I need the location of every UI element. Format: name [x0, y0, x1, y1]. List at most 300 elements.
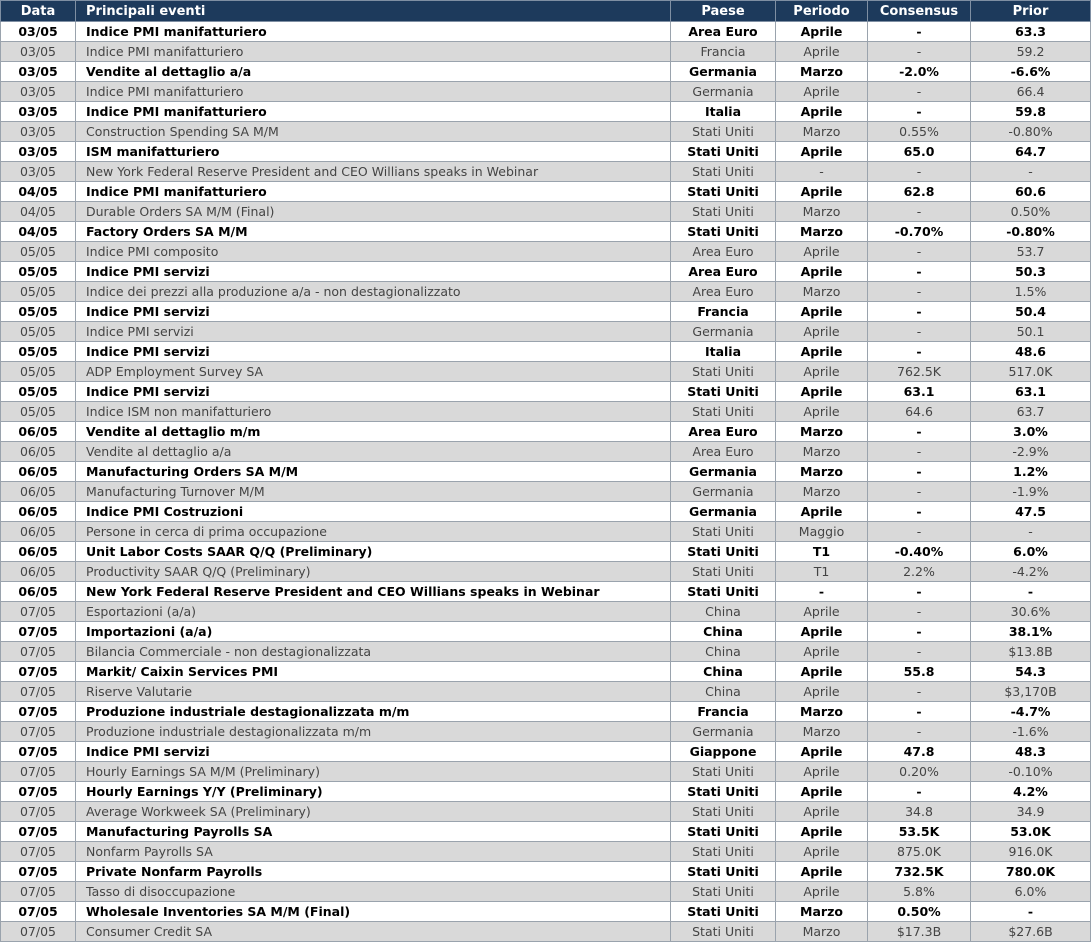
cell-event: Indice PMI manifatturiero: [76, 22, 671, 42]
table-row: [1, 682, 1091, 702]
cell-country: Germania: [671, 482, 776, 502]
cell-consensus: 732.5K: [868, 862, 971, 882]
cell-event: Durable Orders SA M/M (Final): [76, 202, 671, 222]
cell-date: 06/05: [1, 462, 76, 482]
cell-consensus: 0.50%: [868, 902, 971, 922]
table-row: [1, 342, 1091, 362]
cell-date: 05/05: [1, 282, 76, 302]
cell-period: Aprile: [776, 322, 868, 342]
cell-country: Germania: [671, 82, 776, 102]
cell-prior: 59.8: [971, 102, 1091, 122]
cell-country: Stati Uniti: [671, 922, 776, 942]
cell-event: ISM manifatturiero: [76, 142, 671, 162]
cell-consensus: 875.0K: [868, 842, 971, 862]
cell-period: Aprile: [776, 242, 868, 262]
cell-date: 05/05: [1, 342, 76, 362]
cell-country: Stati Uniti: [671, 862, 776, 882]
cell-country: Stati Uniti: [671, 562, 776, 582]
cell-period: Aprile: [776, 602, 868, 622]
cell-event: Indice PMI Costruzioni: [76, 502, 671, 522]
cell-prior: 4.2%: [971, 782, 1091, 802]
cell-period: Marzo: [776, 722, 868, 742]
cell-period: T1: [776, 562, 868, 582]
cell-prior: -1.9%: [971, 482, 1091, 502]
cell-prior: 0.50%: [971, 202, 1091, 222]
table-row: [1, 762, 1091, 782]
cell-event: Indice PMI servizi: [76, 742, 671, 762]
cell-prior: -4.7%: [971, 702, 1091, 722]
cell-event: Produzione industriale destagionalizzata m/m: [76, 722, 671, 742]
cell-consensus: -: [868, 282, 971, 302]
cell-event: New York Federal Reserve President and CEO Willians speaks in Webinar: [76, 162, 671, 182]
table-row: [1, 42, 1091, 62]
cell-country: Francia: [671, 42, 776, 62]
cell-consensus: 0.55%: [868, 122, 971, 142]
cell-event: Unit Labor Costs SAAR Q/Q (Preliminary): [76, 542, 671, 562]
cell-consensus: -: [868, 522, 971, 542]
cell-prior: -: [971, 522, 1091, 542]
cell-prior: 66.4: [971, 82, 1091, 102]
cell-date: 06/05: [1, 522, 76, 542]
cell-country: Area Euro: [671, 242, 776, 262]
cell-consensus: 34.8: [868, 802, 971, 822]
cell-country: Italia: [671, 342, 776, 362]
cell-consensus: 65.0: [868, 142, 971, 162]
table-row: [1, 822, 1091, 842]
cell-consensus: -: [868, 322, 971, 342]
header-date: Data: [1, 1, 76, 22]
cell-country: China: [671, 602, 776, 622]
cell-country: Stati Uniti: [671, 762, 776, 782]
cell-event: Productivity SAAR Q/Q (Preliminary): [76, 562, 671, 582]
table-row: [1, 502, 1091, 522]
cell-date: 05/05: [1, 382, 76, 402]
table-row: [1, 262, 1091, 282]
cell-period: Marzo: [776, 282, 868, 302]
cell-period: Aprile: [776, 502, 868, 522]
cell-period: Marzo: [776, 202, 868, 222]
cell-date: 03/05: [1, 142, 76, 162]
table-row: [1, 622, 1091, 642]
table-row: [1, 222, 1091, 242]
cell-event: Hourly Earnings SA M/M (Preliminary): [76, 762, 671, 782]
cell-country: Stati Uniti: [671, 122, 776, 142]
cell-period: Aprile: [776, 142, 868, 162]
cell-prior: 50.3: [971, 262, 1091, 282]
cell-event: Indice PMI manifatturiero: [76, 102, 671, 122]
cell-date: 04/05: [1, 182, 76, 202]
cell-period: Maggio: [776, 522, 868, 542]
cell-consensus: -: [868, 682, 971, 702]
cell-date: 03/05: [1, 122, 76, 142]
cell-date: 07/05: [1, 682, 76, 702]
table-row: [1, 782, 1091, 802]
cell-event: Nonfarm Payrolls SA: [76, 842, 671, 862]
cell-date: 07/05: [1, 622, 76, 642]
cell-date: 07/05: [1, 802, 76, 822]
cell-event: Markit/ Caixin Services PMI: [76, 662, 671, 682]
cell-period: Aprile: [776, 22, 868, 42]
cell-period: Aprile: [776, 662, 868, 682]
cell-date: 05/05: [1, 322, 76, 342]
cell-prior: -1.6%: [971, 722, 1091, 742]
cell-date: 07/05: [1, 742, 76, 762]
cell-prior: 47.5: [971, 502, 1091, 522]
cell-period: Marzo: [776, 462, 868, 482]
cell-prior: $13.8B: [971, 642, 1091, 662]
table-row: [1, 442, 1091, 462]
cell-period: Aprile: [776, 742, 868, 762]
cell-date: 07/05: [1, 662, 76, 682]
cell-prior: 63.1: [971, 382, 1091, 402]
cell-date: 07/05: [1, 782, 76, 802]
cell-period: Marzo: [776, 122, 868, 142]
cell-consensus: -: [868, 42, 971, 62]
cell-period: Aprile: [776, 302, 868, 322]
cell-date: 03/05: [1, 102, 76, 122]
cell-event: Vendite al dettaglio a/a: [76, 442, 671, 462]
table-row: [1, 322, 1091, 342]
cell-country: Francia: [671, 302, 776, 322]
cell-consensus: 762.5K: [868, 362, 971, 382]
cell-consensus: -: [868, 102, 971, 122]
cell-date: 05/05: [1, 262, 76, 282]
cell-period: Aprile: [776, 362, 868, 382]
table-row: [1, 302, 1091, 322]
table-row: [1, 802, 1091, 822]
cell-prior: -0.10%: [971, 762, 1091, 782]
cell-country: Area Euro: [671, 422, 776, 442]
cell-consensus: -: [868, 642, 971, 662]
table-row: [1, 402, 1091, 422]
cell-country: Stati Uniti: [671, 522, 776, 542]
table-row: [1, 522, 1091, 542]
cell-date: 05/05: [1, 362, 76, 382]
cell-consensus: 62.8: [868, 182, 971, 202]
cell-consensus: -: [868, 442, 971, 462]
table-body: [1, 22, 1091, 942]
cell-event: Importazioni (a/a): [76, 622, 671, 642]
table-row: [1, 842, 1091, 862]
cell-period: Aprile: [776, 802, 868, 822]
cell-date: 05/05: [1, 402, 76, 422]
cell-period: Marzo: [776, 702, 868, 722]
cell-event: Vendite al dettaglio m/m: [76, 422, 671, 442]
header-prior: Prior: [971, 1, 1091, 22]
table-row: [1, 882, 1091, 902]
cell-prior: 780.0K: [971, 862, 1091, 882]
cell-consensus: -: [868, 602, 971, 622]
cell-country: Stati Uniti: [671, 202, 776, 222]
table-row: [1, 62, 1091, 82]
cell-event: Tasso di disoccupazione: [76, 882, 671, 902]
table-row: [1, 102, 1091, 122]
cell-date: 06/05: [1, 582, 76, 602]
table-row: [1, 642, 1091, 662]
cell-event: Produzione industriale destagionalizzata m/m: [76, 702, 671, 722]
table-row: [1, 702, 1091, 722]
cell-date: 03/05: [1, 22, 76, 42]
cell-prior: 3.0%: [971, 422, 1091, 442]
cell-consensus: -: [868, 302, 971, 322]
cell-consensus: -: [868, 582, 971, 602]
cell-country: Stati Uniti: [671, 222, 776, 242]
cell-consensus: 5.8%: [868, 882, 971, 902]
cell-event: Construction Spending SA M/M: [76, 122, 671, 142]
cell-period: Marzo: [776, 62, 868, 82]
cell-consensus: -: [868, 782, 971, 802]
cell-period: Marzo: [776, 922, 868, 942]
cell-consensus: -: [868, 462, 971, 482]
cell-country: Stati Uniti: [671, 362, 776, 382]
table-row: [1, 382, 1091, 402]
cell-event: Indice PMI servizi: [76, 322, 671, 342]
cell-period: -: [776, 582, 868, 602]
cell-consensus: -: [868, 482, 971, 502]
header-period: Periodo: [776, 1, 868, 22]
cell-period: Aprile: [776, 262, 868, 282]
cell-country: China: [671, 622, 776, 642]
cell-consensus: 64.6: [868, 402, 971, 422]
cell-consensus: -0.70%: [868, 222, 971, 242]
cell-prior: 1.2%: [971, 462, 1091, 482]
cell-prior: 59.2: [971, 42, 1091, 62]
cell-country: Stati Uniti: [671, 822, 776, 842]
table-row: [1, 922, 1091, 942]
cell-prior: -: [971, 902, 1091, 922]
cell-country: Stati Uniti: [671, 902, 776, 922]
table-row: [1, 742, 1091, 762]
cell-prior: 48.3: [971, 742, 1091, 762]
cell-prior: -6.6%: [971, 62, 1091, 82]
cell-country: China: [671, 682, 776, 702]
cell-date: 06/05: [1, 502, 76, 522]
cell-consensus: -: [868, 242, 971, 262]
cell-event: Indice PMI servizi: [76, 382, 671, 402]
cell-prior: 30.6%: [971, 602, 1091, 622]
cell-prior: 6.0%: [971, 542, 1091, 562]
table-row: [1, 22, 1091, 42]
cell-date: 07/05: [1, 642, 76, 662]
cell-prior: 50.4: [971, 302, 1091, 322]
cell-event: Indice ISM non manifatturiero: [76, 402, 671, 422]
cell-prior: $27.6B: [971, 922, 1091, 942]
cell-country: Stati Uniti: [671, 142, 776, 162]
cell-prior: 1.5%: [971, 282, 1091, 302]
cell-period: Aprile: [776, 762, 868, 782]
cell-date: 05/05: [1, 242, 76, 262]
header-event: Principali eventi: [76, 1, 671, 22]
cell-date: 04/05: [1, 202, 76, 222]
cell-period: Aprile: [776, 82, 868, 102]
cell-prior: 63.3: [971, 22, 1091, 42]
cell-date: 06/05: [1, 442, 76, 462]
cell-country: Stati Uniti: [671, 882, 776, 902]
table-row: [1, 662, 1091, 682]
cell-prior: 50.1: [971, 322, 1091, 342]
cell-consensus: -: [868, 502, 971, 522]
cell-period: Marzo: [776, 442, 868, 462]
cell-period: Aprile: [776, 642, 868, 662]
cell-period: Aprile: [776, 402, 868, 422]
cell-date: 06/05: [1, 562, 76, 582]
cell-country: Stati Uniti: [671, 842, 776, 862]
table-row: [1, 542, 1091, 562]
cell-country: Germania: [671, 62, 776, 82]
cell-prior: -2.9%: [971, 442, 1091, 462]
cell-event: Indice dei prezzi alla produzione a/a - non destagionalizzato: [76, 282, 671, 302]
table-row: [1, 202, 1091, 222]
cell-period: Aprile: [776, 622, 868, 642]
cell-period: Aprile: [776, 862, 868, 882]
table-row: [1, 82, 1091, 102]
cell-date: 03/05: [1, 42, 76, 62]
table-row: [1, 162, 1091, 182]
cell-country: Area Euro: [671, 442, 776, 462]
cell-date: 07/05: [1, 922, 76, 942]
header-country: Paese: [671, 1, 776, 22]
cell-date: 04/05: [1, 222, 76, 242]
cell-country: Francia: [671, 702, 776, 722]
cell-period: Aprile: [776, 842, 868, 862]
table-row: [1, 602, 1091, 622]
cell-event: Indice PMI servizi: [76, 302, 671, 322]
cell-prior: -: [971, 162, 1091, 182]
cell-date: 03/05: [1, 162, 76, 182]
table-row: [1, 902, 1091, 922]
cell-country: Stati Uniti: [671, 802, 776, 822]
cell-prior: 38.1%: [971, 622, 1091, 642]
cell-period: Aprile: [776, 822, 868, 842]
cell-period: Marzo: [776, 422, 868, 442]
cell-date: 07/05: [1, 722, 76, 742]
cell-event: Indice PMI manifatturiero: [76, 82, 671, 102]
cell-consensus: -: [868, 702, 971, 722]
table-row: [1, 462, 1091, 482]
cell-prior: 60.6: [971, 182, 1091, 202]
cell-consensus: 0.20%: [868, 762, 971, 782]
cell-period: Aprile: [776, 342, 868, 362]
cell-consensus: -: [868, 82, 971, 102]
cell-consensus: 2.2%: [868, 562, 971, 582]
table-row: [1, 122, 1091, 142]
table-row: [1, 282, 1091, 302]
table-row: [1, 182, 1091, 202]
cell-date: 05/05: [1, 302, 76, 322]
cell-consensus: 53.5K: [868, 822, 971, 842]
cell-event: Manufacturing Orders SA M/M: [76, 462, 671, 482]
header-consensus: Consensus: [868, 1, 971, 22]
cell-period: Aprile: [776, 102, 868, 122]
cell-prior: 34.9: [971, 802, 1091, 822]
cell-consensus: -: [868, 202, 971, 222]
cell-prior: 64.7: [971, 142, 1091, 162]
cell-prior: 63.7: [971, 402, 1091, 422]
cell-event: Wholesale Inventories SA M/M (Final): [76, 902, 671, 922]
cell-consensus: $17.3B: [868, 922, 971, 942]
cell-date: 07/05: [1, 882, 76, 902]
cell-consensus: -0.40%: [868, 542, 971, 562]
table-row: [1, 482, 1091, 502]
table-row: [1, 862, 1091, 882]
cell-date: 06/05: [1, 482, 76, 502]
cell-prior: 48.6: [971, 342, 1091, 362]
cell-period: T1: [776, 542, 868, 562]
cell-country: Italia: [671, 102, 776, 122]
cell-date: 03/05: [1, 62, 76, 82]
cell-event: Factory Orders SA M/M: [76, 222, 671, 242]
table-row: [1, 722, 1091, 742]
cell-date: 07/05: [1, 602, 76, 622]
cell-period: Aprile: [776, 782, 868, 802]
table-row: [1, 142, 1091, 162]
cell-country: Stati Uniti: [671, 542, 776, 562]
cell-event: Average Workweek SA (Preliminary): [76, 802, 671, 822]
cell-date: 07/05: [1, 762, 76, 782]
cell-date: 07/05: [1, 842, 76, 862]
cell-period: Aprile: [776, 682, 868, 702]
cell-country: Germania: [671, 322, 776, 342]
cell-country: Stati Uniti: [671, 582, 776, 602]
cell-prior: 54.3: [971, 662, 1091, 682]
cell-consensus: -: [868, 342, 971, 362]
cell-consensus: 47.8: [868, 742, 971, 762]
cell-period: -: [776, 162, 868, 182]
cell-event: Indice PMI servizi: [76, 262, 671, 282]
cell-consensus: 63.1: [868, 382, 971, 402]
cell-country: Giappone: [671, 742, 776, 762]
cell-country: Stati Uniti: [671, 162, 776, 182]
cell-date: 07/05: [1, 822, 76, 842]
cell-date: 07/05: [1, 902, 76, 922]
table-row: [1, 582, 1091, 602]
cell-event: Bilancia Commerciale - non destagionalizzata: [76, 642, 671, 662]
cell-period: Marzo: [776, 482, 868, 502]
cell-consensus: -: [868, 262, 971, 282]
header-row: [1, 1, 1091, 22]
cell-consensus: -: [868, 22, 971, 42]
cell-country: Stati Uniti: [671, 182, 776, 202]
cell-event: Indice PMI manifatturiero: [76, 42, 671, 62]
cell-consensus: -: [868, 622, 971, 642]
cell-prior: 916.0K: [971, 842, 1091, 862]
cell-period: Marzo: [776, 222, 868, 242]
cell-country: Germania: [671, 722, 776, 742]
cell-date: 03/05: [1, 82, 76, 102]
cell-country: Stati Uniti: [671, 782, 776, 802]
table-row: [1, 562, 1091, 582]
cell-consensus: -2.0%: [868, 62, 971, 82]
cell-consensus: 55.8: [868, 662, 971, 682]
cell-event: Consumer Credit SA: [76, 922, 671, 942]
cell-date: 07/05: [1, 702, 76, 722]
cell-period: Marzo: [776, 902, 868, 922]
cell-event: Indice PMI servizi: [76, 342, 671, 362]
cell-prior: 53.0K: [971, 822, 1091, 842]
cell-consensus: -: [868, 422, 971, 442]
cell-period: Aprile: [776, 382, 868, 402]
cell-event: ADP Employment Survey SA: [76, 362, 671, 382]
cell-event: Indice PMI composito: [76, 242, 671, 262]
cell-prior: $3,170B: [971, 682, 1091, 702]
cell-country: Germania: [671, 462, 776, 482]
cell-event: Indice PMI manifatturiero: [76, 182, 671, 202]
cell-consensus: -: [868, 722, 971, 742]
cell-event: New York Federal Reserve President and CEO Willians speaks in Webinar: [76, 582, 671, 602]
cell-prior: -0.80%: [971, 122, 1091, 142]
cell-event: Manufacturing Payrolls SA: [76, 822, 671, 842]
cell-event: Hourly Earnings Y/Y (Preliminary): [76, 782, 671, 802]
